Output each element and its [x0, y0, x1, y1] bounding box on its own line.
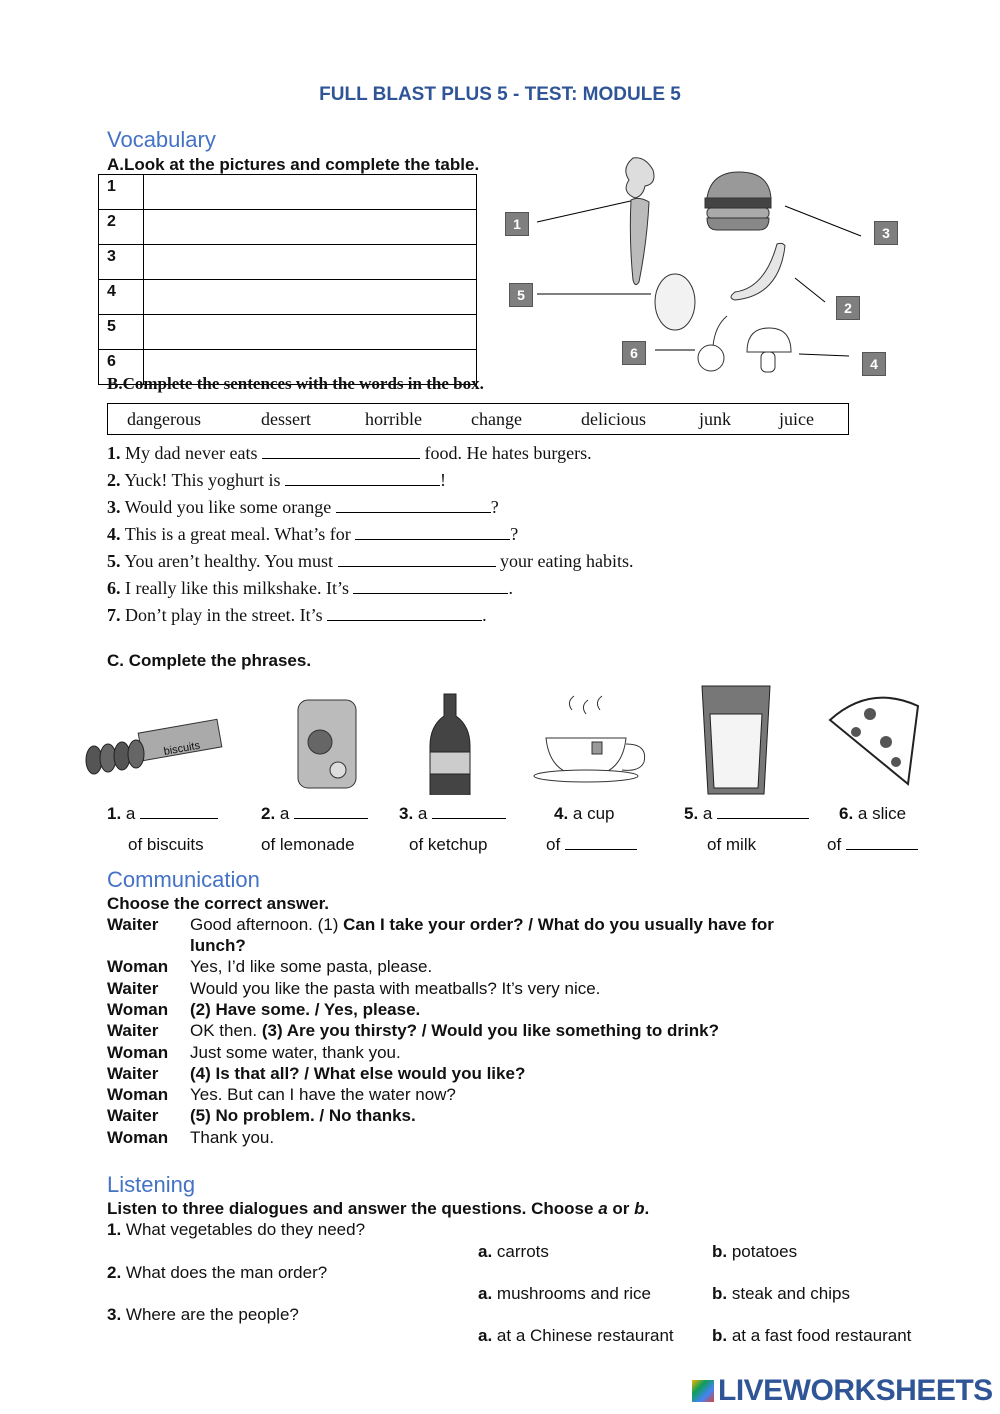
sentence-7: [107, 605, 487, 626]
dialogue-line: [190, 1021, 719, 1041]
answer-choice[interactable]: (5) No problem. / No thanks.: [190, 1106, 416, 1125]
instruction-text: b: [634, 1199, 645, 1218]
answer-choice[interactable]: (2) Have some. / Yes, please.: [190, 1000, 421, 1019]
part-a-text: Look at the pictures and complete the table.: [124, 155, 480, 174]
answer-choice[interactable]: Can I take your order? / What do you usually have for: [343, 915, 774, 934]
sentence-text: I really like this milkshake. It’s: [125, 578, 349, 598]
food-pictures: [495, 150, 915, 385]
sentence-text: Yuck! This yoghurt is: [124, 470, 281, 490]
option-text: potatoes: [731, 1242, 798, 1261]
answer-blank[interactable]: [565, 835, 637, 850]
answer-blank[interactable]: [432, 804, 506, 819]
listening-heading: Listening: [107, 1172, 196, 1197]
word-item: dangerous: [127, 409, 201, 429]
dialogue-line: [190, 915, 774, 935]
dialogue-line: Yes, I’d like some pasta, please.: [190, 957, 433, 976]
phrase-6-bottom: [827, 835, 918, 855]
listening-instruction: [107, 1199, 649, 1219]
option-label: a.: [478, 1326, 493, 1345]
answer-choice[interactable]: (4) Is that all? / What else would you like?: [190, 1064, 526, 1083]
sentence-number: 5.: [107, 551, 121, 571]
question-number: 1.: [107, 1220, 122, 1239]
burger-icon: [705, 172, 771, 230]
word-item: delicious: [581, 409, 646, 429]
answer-blank[interactable]: [846, 835, 918, 850]
cup-icon: [534, 696, 645, 782]
answer-cell-4[interactable]: [144, 280, 477, 315]
option-text: at a fast food restaurant: [731, 1326, 912, 1345]
pizza-icon: [830, 698, 918, 784]
part-a-letter: A.: [107, 155, 124, 174]
sentence-number: 4.: [107, 524, 121, 544]
table-row: [99, 315, 477, 350]
page-title: FULL BLAST PLUS 5 - TEST: MODULE 5: [319, 84, 681, 105]
row-number: 6: [99, 350, 144, 385]
answer-blank[interactable]: [294, 804, 368, 819]
option-b[interactable]: [712, 1284, 850, 1304]
answer-blank[interactable]: [262, 444, 420, 459]
vocabulary-heading: Vocabulary: [107, 127, 216, 152]
sentence-1: [107, 443, 592, 464]
answer-blank[interactable]: [140, 804, 218, 819]
phrase-text: a: [417, 804, 428, 823]
sentence-text: Don’t play in the street. It’s: [125, 605, 323, 625]
question-text: Where are the people?: [125, 1305, 299, 1324]
phrase-text: of: [546, 835, 561, 854]
part-a-instruction: [107, 155, 479, 175]
bottle-icon: [430, 694, 470, 795]
instruction-text: Listen to three dialogues and answer the questions. Choose: [107, 1199, 599, 1218]
answer-blank[interactable]: [327, 606, 482, 621]
table-row: [99, 210, 477, 245]
word-item: juice: [779, 409, 814, 429]
answer-cell-5[interactable]: [144, 315, 477, 350]
dialogue-line: Just some water, thank you.: [190, 1043, 401, 1062]
carrot-icon: [626, 158, 654, 285]
phrase-2-bottom: of lemonade: [261, 835, 355, 854]
phrase-2-top: [261, 804, 368, 824]
logo-text: LIVEWORKSHEETS: [718, 1374, 993, 1407]
option-label: b.: [712, 1242, 728, 1261]
instruction-text: or: [607, 1199, 635, 1218]
word-item: horrible: [365, 409, 422, 429]
word-item: junk: [699, 409, 732, 429]
answer-blank[interactable]: [355, 525, 510, 540]
phrase-6-top: [839, 804, 906, 824]
picture-tag: 2: [836, 296, 860, 320]
dialogue-line: Thank you.: [190, 1128, 275, 1147]
speaker: Waiter: [107, 1021, 159, 1040]
picture-tag: 6: [622, 341, 646, 365]
dialogue-text: 1: [323, 915, 333, 934]
sentence-number: 7.: [107, 605, 121, 625]
option-text: mushrooms and rice: [496, 1284, 651, 1303]
sentence-number: 3.: [107, 497, 121, 517]
question-number: 3.: [107, 1305, 122, 1324]
picture-tag: 3: [874, 221, 898, 245]
sentence-text: This is a great meal. What’s for: [124, 524, 351, 544]
instruction-text: a: [598, 1199, 608, 1218]
option-text: carrots: [496, 1242, 549, 1261]
word-box: [107, 403, 849, 435]
dialogue-line: Yes. But can I have the water now?: [190, 1085, 456, 1104]
can-icon: [298, 700, 356, 788]
question-text: What vegetables do they need?: [125, 1220, 366, 1239]
word-item: dessert: [261, 409, 311, 429]
option-text: steak and chips: [731, 1284, 850, 1303]
option-label: a.: [478, 1284, 493, 1303]
speaker: Waiter: [107, 1106, 159, 1125]
phrase-3-top: [399, 804, 506, 824]
table-row: [99, 280, 477, 315]
speaker: Woman: [107, 1000, 169, 1019]
speaker: Waiter: [107, 1064, 159, 1083]
sentence-text: My dad never eats: [125, 443, 258, 463]
option-label: a.: [478, 1242, 493, 1261]
picture-tag: 4: [862, 352, 886, 376]
answer-blank[interactable]: [285, 471, 440, 486]
speaker: Waiter: [107, 915, 159, 934]
phrase-text: a slice: [857, 804, 907, 823]
table-row: [99, 175, 477, 210]
sentence-text: Would you like some orange: [124, 497, 332, 517]
sentence-4: [107, 524, 518, 545]
row-number: 4: [99, 280, 144, 315]
sentence-6: [107, 578, 513, 599]
phrase-4-top: [554, 804, 615, 824]
word-item: change: [471, 409, 522, 429]
answer-blank[interactable]: [338, 552, 496, 567]
instruction-text: .: [644, 1199, 650, 1218]
question-2: [107, 1263, 327, 1283]
sentence-3: [107, 497, 499, 518]
phrase-number: 2.: [261, 804, 276, 823]
sentence-number: 1.: [107, 443, 121, 463]
answer-blank[interactable]: [353, 579, 508, 594]
sentence-text: ?: [510, 524, 519, 544]
vocab-table: [98, 174, 477, 385]
biscuits-icon: [86, 719, 222, 774]
phrase-text: a cup: [572, 804, 615, 823]
dialogue-line: Would you like the pasta with meatballs? It’s very nice.: [190, 979, 601, 998]
mushroom-icon: [747, 328, 791, 372]
row-number: 5: [99, 315, 144, 350]
answer-cell-1[interactable]: [144, 175, 477, 210]
egg-icon: [655, 274, 695, 330]
logo-icon: [692, 1380, 714, 1402]
answer-cell-2[interactable]: [144, 210, 477, 245]
speaker: Woman: [107, 1128, 169, 1147]
communication-heading: Communication: [107, 867, 260, 892]
table-row: [99, 245, 477, 280]
sentence-text: your eating habits.: [500, 551, 634, 571]
phrase-number: 6.: [839, 804, 854, 823]
question-1: [107, 1220, 365, 1240]
option-label: b.: [712, 1326, 728, 1345]
answer-blank[interactable]: [336, 498, 491, 513]
sentence-text: !: [440, 470, 447, 490]
phrase-number: 5.: [684, 804, 699, 823]
speaker: Woman: [107, 1043, 169, 1062]
sentence-text: food. He hates burgers.: [424, 443, 592, 463]
option-label: b.: [712, 1284, 728, 1303]
dialogue-text: Good afternoon. (: [190, 915, 324, 934]
biscuits-box-label: biscuits: [162, 739, 202, 758]
speaker: Woman: [107, 1085, 169, 1104]
picture-tag: 5: [509, 283, 533, 307]
answer-cell-3[interactable]: [144, 245, 477, 280]
part-b-instruction: [107, 374, 484, 394]
option-text: at a Chinese restaurant: [496, 1326, 674, 1345]
phrase-1-bottom: of biscuits: [128, 835, 204, 854]
sentence-text: .: [482, 605, 487, 625]
glass-icon: [702, 686, 770, 794]
part-b-letter: B.: [107, 374, 123, 393]
question-text: What does the man order?: [125, 1263, 328, 1282]
phrase-4-bottom: [546, 835, 637, 855]
row-number: 1: [99, 175, 144, 210]
phrase-3-bottom: of ketchup: [409, 835, 488, 854]
phrase-text: a: [125, 804, 136, 823]
sentence-text: .: [508, 578, 513, 598]
cherry-icon: [698, 316, 727, 371]
phrase-5-bottom: of milk: [707, 835, 757, 854]
phrase-pictures: [80, 680, 950, 795]
phrase-number: 1.: [107, 804, 122, 823]
liveworksheets-logo: [692, 1374, 993, 1408]
phrase-5-top: [684, 804, 809, 824]
part-c-instruction: C. Complete the phrases.: [107, 651, 312, 670]
sentence-text: ?: [490, 497, 499, 517]
option-a[interactable]: [478, 1242, 549, 1262]
row-number: 2: [99, 210, 144, 245]
answer-blank[interactable]: [717, 804, 809, 819]
dialogue-text: ): [332, 915, 344, 934]
phrase-text: a: [279, 804, 290, 823]
speaker: Woman: [107, 957, 169, 976]
dialogue-line-cont[interactable]: lunch?: [190, 936, 246, 955]
phrase-text: a: [702, 804, 713, 823]
option-a[interactable]: [478, 1326, 674, 1346]
sentence-2: [107, 470, 446, 491]
question-3: [107, 1305, 299, 1325]
phrase-number: 4.: [554, 804, 569, 823]
row-number: 3: [99, 245, 144, 280]
speaker: Waiter: [107, 979, 159, 998]
phrase-number: 3.: [399, 804, 414, 823]
phrase-1-top: [107, 804, 218, 824]
sentence-number: 6.: [107, 578, 121, 598]
phrase-text: of: [827, 835, 842, 854]
sentence-number: 2.: [107, 470, 121, 490]
option-b[interactable]: [712, 1326, 911, 1346]
picture-tag: 1: [505, 212, 529, 236]
option-a[interactable]: [478, 1284, 651, 1304]
communication-instruction: Choose the correct answer.: [107, 894, 330, 913]
answer-choice[interactable]: (3) Are you thirsty? / Would you like something to drink?: [261, 1021, 719, 1040]
option-b[interactable]: [712, 1242, 797, 1262]
banana-icon: [731, 243, 785, 300]
sentence-text: You aren’t healthy. You must: [124, 551, 334, 571]
sentence-5: [107, 551, 634, 572]
question-number: 2.: [107, 1263, 122, 1282]
part-b-text: Complete the sentences with the words in the box.: [122, 374, 484, 393]
dialogue-text: OK then.: [190, 1021, 262, 1040]
